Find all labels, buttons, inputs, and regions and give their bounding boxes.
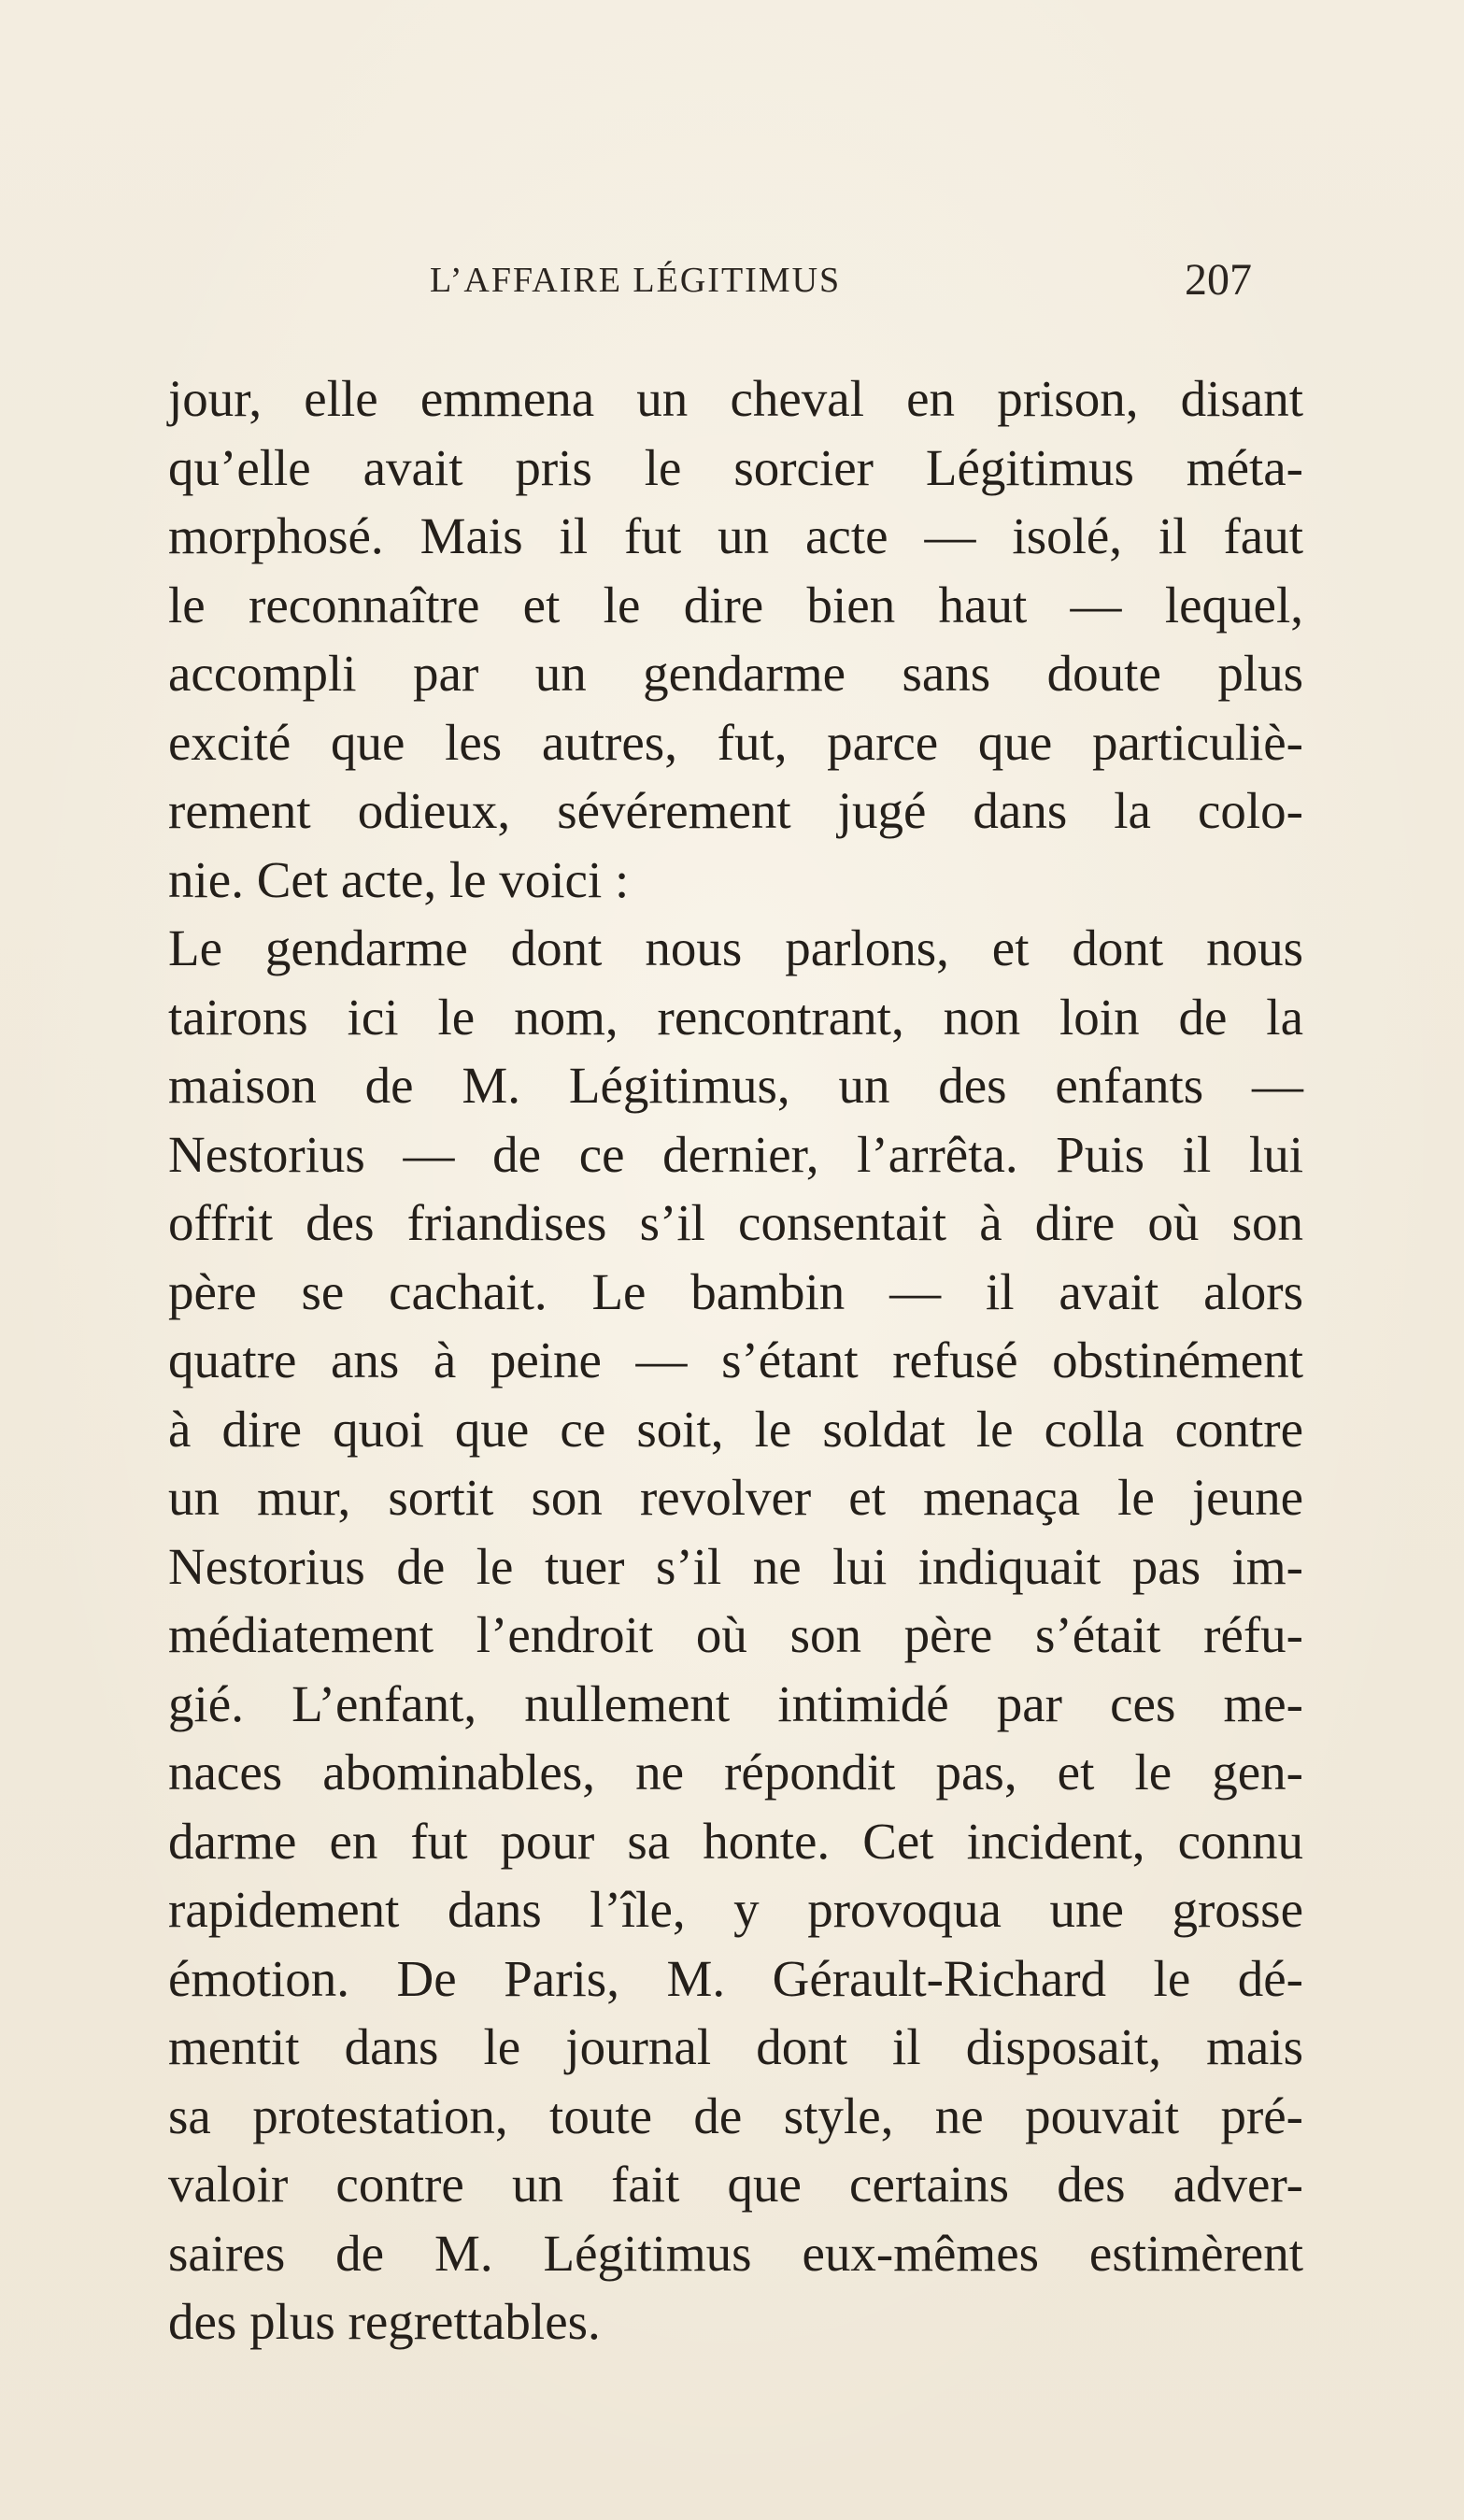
text-line: rement odieux, sévérement jugé dans la colo-: [168, 782, 1303, 839]
body-text: [168, 364, 1303, 2356]
text-line: morphosé. Mais il fut un acte — isolé, il faut: [168, 507, 1303, 564]
text-line: mentit dans le journal dont il disposait, mais: [168, 2018, 1303, 2075]
running-title: L’AFFAIRE LÉGITIMUS: [430, 261, 842, 300]
text-line: jour, elle emmena un cheval en prison, disant: [168, 370, 1303, 427]
text-line: un mur, sortit son revolver et menaça le jeune: [168, 1469, 1303, 1526]
text-line: le reconnaître et le dire bien haut — lequel,: [168, 576, 1303, 634]
text-line: des plus regrettables.: [168, 2293, 601, 2350]
paragraph-1: [168, 364, 1303, 914]
text-line: naces abominables, ne répondit pas, et le gen-: [168, 1744, 1303, 1801]
text-line: émotion. De Paris, M. Gérault-Richard le dé-: [168, 1949, 1303, 2007]
text-line: nie. Cet acte, le voici :: [168, 850, 630, 908]
text-line: gié. L’enfant, nullement intimidé par ces me-: [168, 1674, 1303, 1732]
text-line: à dire quoi que ce soit, le soldat le colla contre: [168, 1400, 1303, 1458]
text-line: Nestorius — de ce dernier, l’arrêta. Puis il lui: [168, 1125, 1303, 1183]
text-line: darme en fut pour sa honte. Cet incident, connu: [168, 1812, 1303, 1870]
text-line: saires de M. Légitimus eux-mêmes estimèrent: [168, 2224, 1303, 2282]
text-line: Nestorius de le tuer s’il ne lui indiquait pas im-: [168, 1537, 1303, 1595]
text-line: accompli par un gendarme sans doute plus: [168, 645, 1303, 702]
text-line: sa protestation, toute de style, ne pouvait pré-: [168, 2086, 1303, 2144]
paragraph-2: [168, 914, 1303, 2356]
text-line: offrit des friandises s’il consentait à dire où son: [168, 1194, 1303, 1251]
text-line: tairons ici le nom, rencontrant, non loin de la: [168, 988, 1303, 1046]
text-line: quatre ans à peine — s’étant refusé obstinément: [168, 1331, 1303, 1388]
page-header: [168, 254, 1252, 310]
text-line: Le gendarme dont nous parlons, et dont nous: [168, 919, 1303, 976]
text-line: excité que les autres, fut, parce que particuliè-: [168, 713, 1303, 771]
text-line: rapidement dans l’île, y provoqua une grosse: [168, 1881, 1303, 1938]
text-line: qu’elle avait pris le sorcier Légitimus méta-: [168, 438, 1303, 496]
text-line: médiatement l’endroit où son père s’était réfu-: [168, 1606, 1303, 1663]
text-line: père se cachait. Le bambin — il avait alors: [168, 1262, 1303, 1320]
text-line: maison de M. Légitimus, un des enfants —: [168, 1057, 1303, 1114]
page-number: 207: [1185, 255, 1252, 305]
text-line: valoir contre un fait que certains des adver-: [168, 2156, 1303, 2213]
